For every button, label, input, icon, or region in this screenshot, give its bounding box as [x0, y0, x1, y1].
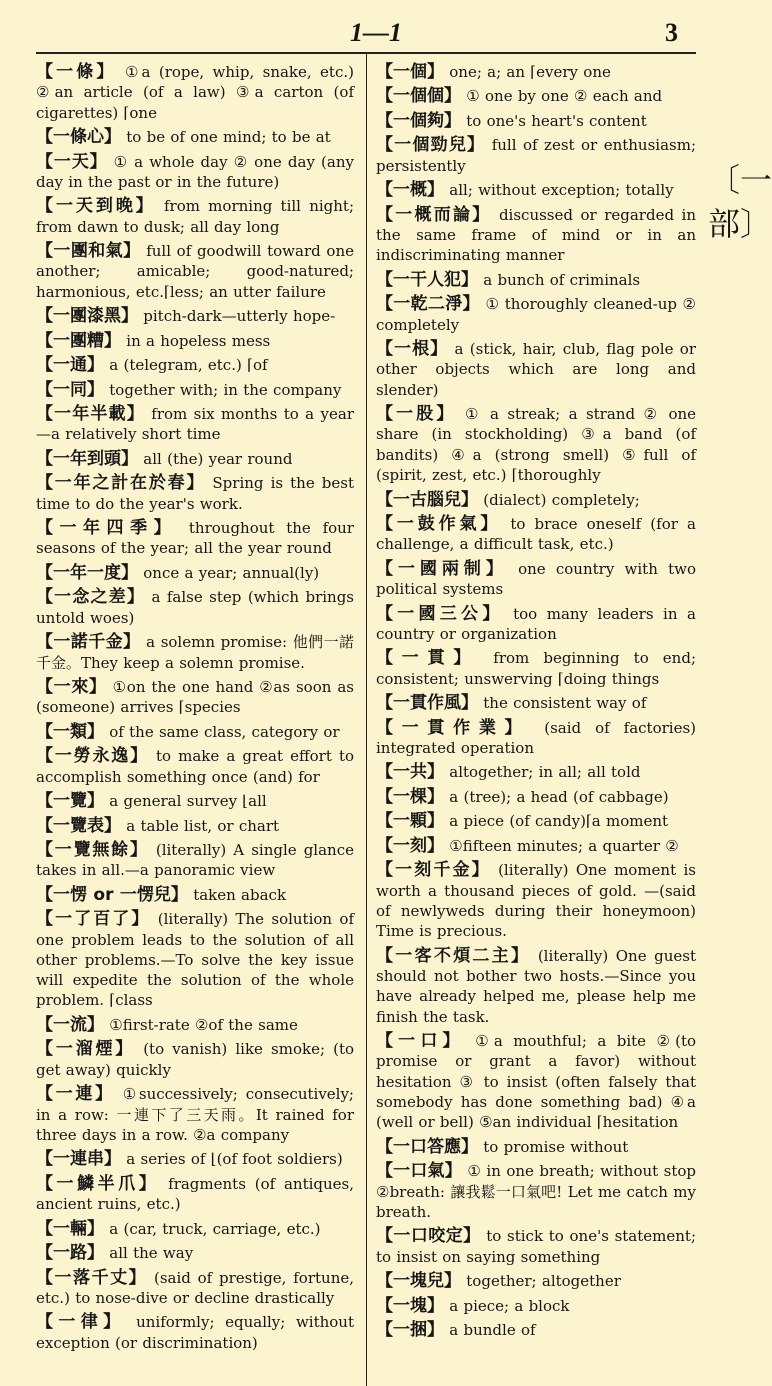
entry-headword: 【一連串】 [36, 1149, 121, 1170]
entry-definition: (to vanish) like smoke; (to get away) quickly [36, 1040, 354, 1079]
entry-headword: 【一個】 [376, 62, 444, 82]
entry-definition: (literally) One guest should not bother two hosts.—Since you have already helped me, please help me finish the task. [376, 946, 696, 1026]
entry-headword: 【一個夠】 [376, 110, 461, 131]
entry-definition: all (the) year round [143, 449, 293, 468]
page-number: 3 [665, 18, 678, 47]
dictionary-entry [36, 677, 354, 718]
entry-definition: to make a great effort to accomplish something once (and) for [36, 747, 354, 786]
dictionary-entry [36, 816, 354, 836]
dictionary-entry [376, 339, 696, 400]
entry-definition: from beginning to end; consistent; unswerving ⌈doing things [376, 649, 696, 688]
dictionary-entry [36, 355, 354, 375]
entry-headword: 【一覽無餘】 [36, 840, 149, 861]
entry-definition: (said of prestige, fortune, etc.) to nose-dive or decline drastically [36, 1268, 354, 1307]
dictionary-entry [36, 306, 354, 326]
dictionary-entry [36, 1312, 354, 1353]
dictionary-entry [376, 693, 696, 713]
entry-definition: together; altogether [466, 1272, 621, 1291]
dictionary-entry [36, 1219, 354, 1239]
entry-headword: 【一年一度】 [36, 562, 138, 583]
entry-definition: taken aback [193, 885, 287, 904]
entry-definition: pitch-dark—utterly hope- [143, 307, 336, 326]
dictionary-entry [36, 473, 354, 514]
entry-definition: a (telegram, etc.) ⌈of [109, 356, 268, 375]
entry-headword: 【一來】 [36, 677, 107, 698]
entry-definition: a false step (which brings untold woes) [36, 588, 354, 627]
entry-headword: 【一天到晚】 [36, 196, 156, 217]
dictionary-entry [36, 62, 354, 123]
entry-headword: 【一年之計在於春】 [36, 473, 206, 494]
dictionary-entry [376, 62, 696, 82]
dictionary-entry [36, 152, 354, 193]
entry-definition: ①on the one hand ②as soon as (someone) arrives ⌈species [36, 678, 354, 717]
dictionary-entry [36, 518, 354, 559]
entry-headword: 【一年半載】 [36, 404, 145, 425]
entry-definition: a bundle of [449, 1321, 536, 1340]
entry-headword: 【一個勁兒】 [376, 135, 486, 156]
entry-headword: 【一類】 [36, 721, 104, 742]
entry-definition: once a year; annual(ly) [143, 563, 320, 582]
dictionary-entry [376, 1320, 696, 1340]
entry-headword: 【一團和氣】 [36, 241, 141, 262]
entry-headword: 【一條】 [36, 62, 117, 82]
entry-headword: 【一客不煩二主】 [376, 945, 531, 966]
entry-headword: 【一落千丈】 [36, 1267, 148, 1288]
entry-definition: ① a whole day ② one day (any day in the past or in the future) [36, 152, 354, 191]
entry-headword: 【一根】 [376, 339, 449, 360]
entry-definition: ①first-rate ②of the same [109, 1015, 298, 1034]
entry-definition: (dialect) completely; [483, 490, 640, 509]
entry-definition: from morning till night; from dawn to dusk; all day long [36, 197, 355, 236]
dictionary-entry [376, 604, 696, 645]
dictionary-entry [376, 86, 696, 106]
entry-headword: 【一干人犯】 [376, 269, 478, 290]
entry-definition: ①successively; consecutively; in a row: 一連下了三天雨。It rained for three days in a row. ②a company [36, 1085, 354, 1144]
entry-headword: 【一貫作業】 [376, 717, 531, 738]
entry-definition: in a hopeless mess [126, 331, 271, 350]
entry-headword: 【一貫】 [376, 648, 480, 669]
dictionary-entry [36, 791, 354, 811]
entry-definition: to stick to one's statement; to insist on saying something [376, 1227, 696, 1266]
entry-definition: the consistent way of [483, 694, 647, 713]
entry-headword: 【一路】 [36, 1243, 104, 1264]
dictionary-entry [36, 632, 354, 673]
entry-definition: a general survey ⌊all [109, 792, 267, 811]
entry-definition: (literally) One moment is worth a thousand pieces of gold. —(said of newlyweds during their honeymoon) Time is precious. [376, 861, 696, 941]
entry-headword: 【一國兩制】 [376, 558, 508, 579]
entry-headword: 【一諾千金】 [36, 632, 141, 653]
entry-headword: 【一貫作風】 [376, 693, 478, 714]
entry-headword: 【一團漆黑】 [36, 306, 138, 327]
entry-headword: 【一鱗半爪】 [36, 1173, 160, 1194]
dictionary-entry [36, 1084, 354, 1145]
entry-headword: 【一律】 [36, 1312, 126, 1333]
entry-headword: 【一念之差】 [36, 587, 146, 608]
entry-headword: 【一共】 [376, 762, 444, 783]
entry-headword: 【一股】 [376, 404, 457, 425]
entry-definition: a series of ⌊(of foot soldiers) [126, 1150, 343, 1169]
entry-headword: 【一口咬定】 [376, 1226, 481, 1247]
entry-definition: to one's heart's content [466, 111, 647, 130]
entry-definition: ①a mouthful; a bite ②(to promise or grant a favor) without hesitation ③ to insist (often falsely that somebody has done something bad) ④a (well or bell) ⑤an individual ⌈hesitation [376, 1032, 697, 1132]
entry-headword: 【一塊兒】 [376, 1271, 461, 1292]
dictionary-entry [376, 648, 696, 689]
entry-definition: a solemn promise: 他們一諾千金。They keep a solemn promise. [36, 633, 354, 672]
entry-headword: 【一覽】 [36, 791, 104, 812]
dictionary-entry [36, 1149, 354, 1169]
dictionary-entry [376, 514, 696, 555]
entry-headword: 【一刻千金】 [376, 860, 491, 881]
entry-definition: one country with two political systems [376, 559, 696, 599]
header-range: 1—1 [350, 18, 402, 47]
entry-definition: a table list, or chart [126, 816, 280, 835]
entry-headword: 【一流】 [36, 1014, 104, 1035]
column-divider [366, 54, 367, 1386]
entry-headword: 【一概】 [376, 180, 444, 201]
entry-headword: 【一團糟】 [36, 330, 121, 351]
dictionary-entry [376, 811, 696, 831]
dictionary-entry [36, 1268, 354, 1309]
entry-definition: a (stick, hair, club, flag pole or other objects which are long and slender) [376, 340, 696, 399]
entry-definition: ①a (rope, whip, snake, etc.) ②an article (of a law) ③a carton (of cigarettes) ⌈one [36, 63, 354, 122]
entry-headword: 【一同】 [36, 379, 104, 400]
dictionary-entry [36, 587, 354, 628]
dictionary-entry [36, 909, 354, 1010]
entry-definition: a (tree); a head (of cabbage) [449, 787, 669, 806]
entry-definition: ① one by one ② each and [466, 87, 663, 106]
dictionary-entry [376, 205, 696, 266]
dictionary-entry [376, 270, 696, 290]
right-column [376, 62, 696, 1384]
dictionary-entry [376, 762, 696, 782]
entry-definition: uniformly; equally; without exception (or discrimination) [36, 1313, 354, 1352]
entry-headword: 【一通】 [36, 355, 104, 376]
entry-headword: 【一覽表】 [36, 815, 121, 836]
section-tab-label: 〔一部〕 [708, 161, 772, 243]
entry-definition: to be of one mind; to be at [126, 128, 331, 147]
dictionary-entry [376, 787, 696, 807]
entry-headword: 【一口】 [376, 1031, 465, 1052]
dictionary-entry [376, 294, 696, 335]
dictionary-entry [36, 241, 354, 302]
entry-definition: ① in one breath; without stop ②breath: 讓我鬆一口氣吧! Let me catch my breath. [376, 1162, 696, 1221]
entry-headword: 【一溜煙】 [36, 1039, 136, 1060]
entry-definition: one; a; an ⌈every one [449, 63, 611, 81]
dictionary-entry [36, 1015, 354, 1035]
entry-headword: 【一塊】 [376, 1295, 444, 1316]
section-tab [708, 158, 772, 246]
dictionary-entry [376, 836, 696, 856]
entry-headword: 【一古腦兒】 [376, 489, 478, 510]
entry-headword: 【一乾二淨】 [376, 294, 480, 315]
dictionary-entry [36, 722, 354, 742]
entry-headword: 【一連】 [36, 1084, 115, 1105]
entry-headword: 【一口氣】 [376, 1161, 462, 1182]
entry-definition: altogether; in all; all told [449, 763, 641, 782]
dictionary-entry [376, 180, 696, 200]
entry-definition: all; without exception; totally [449, 181, 674, 200]
entry-definition: fragments (of antiques, ancient ruins, etc.) [36, 1174, 355, 1214]
entry-headword: 【一個個】 [376, 86, 461, 107]
entry-definition: to promise without [483, 1137, 629, 1156]
dictionary-entry [36, 1243, 354, 1263]
dictionary-entry [376, 111, 696, 131]
entry-definition: (literally) A single glance takes in all.—a panoramic view [36, 841, 354, 880]
entry-definition: full of zest or enthusiasm; persistently [376, 136, 697, 175]
dictionary-entry [36, 196, 354, 237]
entry-definition: together with; in the company [109, 380, 342, 399]
dictionary-entry [376, 135, 696, 176]
entry-definition: from six months to a year —a relatively short time [36, 405, 355, 444]
dictionary-entry [376, 559, 696, 600]
entry-definition: too many leaders in a country or organization [376, 604, 696, 643]
dictionary-entry [376, 1271, 696, 1291]
dictionary-entry [36, 127, 354, 147]
dictionary-entry [376, 860, 696, 941]
entry-headword: 【一條心】 [36, 127, 121, 148]
entry-headword: 【一了百了】 [36, 909, 151, 930]
dictionary-entry [376, 946, 696, 1027]
dictionary-entry [36, 1039, 354, 1080]
entry-headword: 【一國三公】 [376, 603, 504, 624]
entry-definition: a piece; a block [449, 1296, 570, 1315]
dictionary-entry [36, 1174, 354, 1215]
entry-headword: 【一捆】 [376, 1320, 444, 1341]
entry-definition: (literally) The solution of one problem leads to the solution of all other problems.—To solve the key issue will expedite the solution of the whole problem. ⌈class [36, 910, 354, 1010]
entry-headword: 【一概而論】 [376, 204, 492, 225]
entry-headword: 【一顆】 [376, 811, 444, 832]
dictionary-entry [376, 718, 696, 759]
left-column [36, 62, 354, 1384]
entry-headword: 【一棵】 [376, 786, 444, 807]
dictionary-entry [376, 1137, 696, 1157]
dictionary-entry [36, 331, 354, 351]
entry-definition: of the same class, category or [109, 722, 340, 741]
entry-definition: Spring is the best time to do the year's work. [36, 474, 354, 513]
dictionary-entry [36, 746, 354, 787]
entry-definition: full of goodwill toward one another; amicable; good-natured; harmonious, etc.⌈less; an utter failure [36, 242, 354, 301]
entry-definition: ① a streak; a strand ② one share (in stockholding) ③a band (of bandits) ④a (strong smell) ⑤full of (spirit, zest, etc.) ⌈thoroughly [376, 405, 697, 485]
entry-definition: to brace oneself (for a challenge, a difficult task, etc.) [376, 515, 696, 554]
dictionary-entry [376, 404, 696, 485]
entry-definition: a bunch of criminals [483, 270, 641, 289]
entry-headword: 【一年四季】 [36, 518, 178, 539]
entry-definition: ① thoroughly cleaned-up ② completely [376, 295, 696, 334]
dictionary-entry [376, 1296, 696, 1316]
dictionary-entry [36, 840, 354, 881]
entry-definition: (said of factories) integrated operation [376, 718, 697, 757]
entry-headword: 【一口答應】 [376, 1136, 478, 1157]
entry-headword: 【一勞永逸】 [36, 746, 149, 767]
dictionary-entry [36, 380, 354, 400]
dictionary-entry [36, 404, 354, 445]
dictionary-entry [376, 1161, 696, 1222]
entry-headword: 【一鼓作氣】 [376, 514, 502, 534]
entry-definition: throughout the four seasons of the year; all the year round [36, 519, 354, 558]
entry-definition: a (car, truck, carriage, etc.) [109, 1219, 321, 1238]
entry-definition: ①fifteen minutes; a quarter ② [449, 836, 679, 855]
entry-headword: 【一刻】 [376, 835, 444, 856]
dictionary-entry [36, 885, 354, 905]
entry-headword: 【一年到頭】 [36, 448, 138, 469]
entry-headword: 【一天】 [36, 151, 108, 172]
entry-definition: discussed or regarded in the same frame of mind or in an indiscriminating manner [376, 205, 697, 265]
dictionary-entry [376, 1031, 696, 1132]
entry-headword: 【一輛】 [36, 1218, 104, 1239]
dictionary-entry [36, 563, 354, 583]
dictionary-entry [36, 449, 354, 469]
dictionary-entry [376, 1226, 696, 1267]
entry-definition: all the way [109, 1244, 194, 1263]
dictionary-entry [376, 490, 696, 510]
entry-headword: 【一愣 or 一愣兒】 [36, 884, 188, 905]
entry-definition: a piece (of candy)⌈a moment [449, 812, 669, 831]
